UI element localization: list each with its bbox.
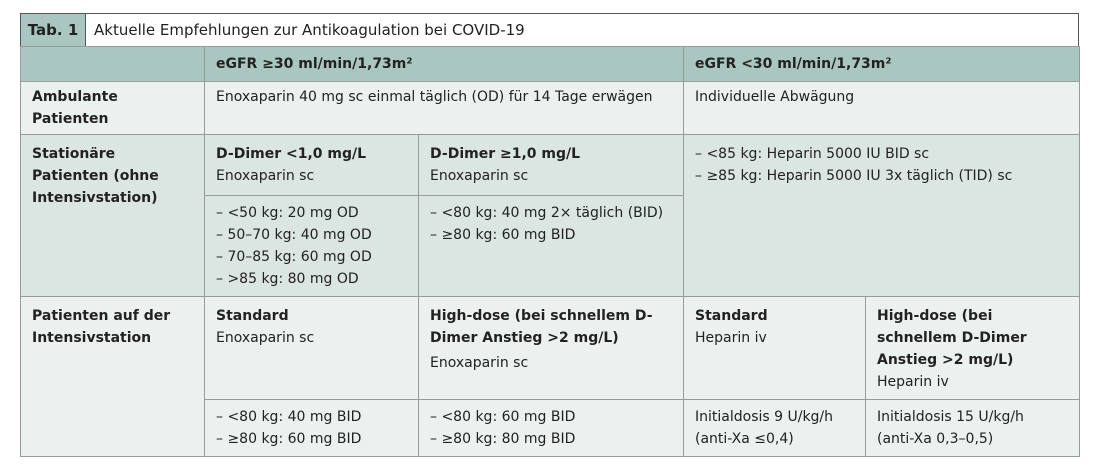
- row-label-icu: Patienten auf der Intensivstation: [21, 297, 205, 457]
- row-stationaer-top: [21, 135, 1080, 196]
- stationaer-high-head: D-Dimer ≥1,0 mg/L: [430, 146, 581, 162]
- list-item: – >85 kg: 80 mg OD: [216, 268, 407, 290]
- list-item: – 50–70 kg: 40 mg OD: [216, 224, 407, 246]
- list-item: – <80 kg: 40 mg 2× täglich (BID): [430, 202, 672, 224]
- stationaer-low-head: D-Dimer <1,0 mg/L: [216, 146, 367, 162]
- icu-c1-head: Standard: [216, 308, 289, 324]
- table-container: [20, 13, 1079, 457]
- icu-c3: [684, 297, 866, 400]
- stationaer-egfr-low-list: [695, 143, 1068, 187]
- stationaer-low-list: [216, 202, 407, 290]
- list-item: – ≥80 kg: 60 mg BID: [430, 224, 672, 246]
- row-label-stationaer: Stationäre Patienten (ohne Intensivstation): [21, 135, 205, 297]
- icu-c2: [419, 297, 684, 400]
- ambulant-egfr-low: Individuelle Abwägung: [684, 82, 1080, 135]
- icu-c3-dose: Initialdosis 9 U/kg/h: [695, 409, 834, 425]
- list-item: – ≥85 kg: Heparin 5000 IU 3x täglich (TID) sc: [695, 165, 1068, 187]
- stationaer-high-doses: [419, 196, 684, 297]
- icu-c3-sub: Heparin iv: [695, 330, 767, 346]
- icu-c2-sub: Enoxaparin sc: [430, 355, 529, 371]
- list-item: – <80 kg: 60 mg BID: [430, 406, 672, 428]
- icu-c2-list: [430, 406, 672, 450]
- icu-c1: [205, 297, 419, 400]
- anticoagulation-table: [20, 46, 1080, 457]
- icu-c2-head: High-dose (bei schnellem D-Dimer Anstieg >2 mg/L): [430, 308, 653, 346]
- icu-c4-sub: Heparin iv: [877, 374, 949, 390]
- header-egfr-low: eGFR <30 ml/min/1,73m²: [684, 47, 1080, 82]
- row-label-ambulant: Ambulante Patienten: [21, 82, 205, 135]
- icu-c4: [866, 297, 1080, 400]
- list-item: – <80 kg: 40 mg BID: [216, 406, 407, 428]
- list-item: – ≥80 kg: 60 mg BID: [216, 428, 407, 450]
- stationaer-high-dimer: [419, 135, 684, 196]
- icu-c3-doses: [684, 400, 866, 457]
- table-title: Aktuelle Empfehlungen zur Antikoagulation bei COVID-19: [94, 21, 525, 39]
- icu-c4-note: (anti-Xa 0,3–0,5): [877, 431, 994, 447]
- icu-c1-sub: Enoxaparin sc: [216, 330, 315, 346]
- icu-c1-list: [216, 406, 407, 450]
- list-item: – <50 kg: 20 mg OD: [216, 202, 407, 224]
- table-number: Tab. 1: [21, 14, 86, 46]
- list-item: – 70–85 kg: 60 mg OD: [216, 246, 407, 268]
- icu-c1-doses: [205, 400, 419, 457]
- row-ambulant: [21, 82, 1080, 135]
- stationaer-high-list: [430, 202, 672, 246]
- stationaer-low-dimer: [205, 135, 419, 196]
- icu-c4-dose: Initialdosis 15 U/kg/h: [877, 409, 1024, 425]
- row-icu-top: [21, 297, 1080, 400]
- header-empty: [21, 47, 205, 82]
- icu-c3-note: (anti-Xa ≤0,4): [695, 431, 794, 447]
- stationaer-high-sub: Enoxaparin sc: [430, 168, 529, 184]
- stationaer-low-sub: Enoxaparin sc: [216, 168, 315, 184]
- list-item: – ≥80 kg: 80 mg BID: [430, 428, 672, 450]
- icu-c4-doses: [866, 400, 1080, 457]
- stationaer-egfr-low: [684, 135, 1080, 297]
- icu-c3-head: Standard: [695, 308, 768, 324]
- stationaer-low-doses: [205, 196, 419, 297]
- header-row: [21, 47, 1080, 82]
- ambulant-egfr-high: Enoxaparin 40 mg sc einmal täglich (OD) für 14 Tage erwägen: [205, 82, 684, 135]
- list-item: – <85 kg: Heparin 5000 IU BID sc: [695, 143, 1068, 165]
- header-egfr-high: eGFR ≥30 ml/min/1,73m²: [205, 47, 684, 82]
- table-title-bar: [20, 13, 1079, 46]
- icu-c2-doses: [419, 400, 684, 457]
- icu-c4-head: High-dose (bei schnellem D-Dimer Anstieg >2 mg/L): [877, 308, 1027, 368]
